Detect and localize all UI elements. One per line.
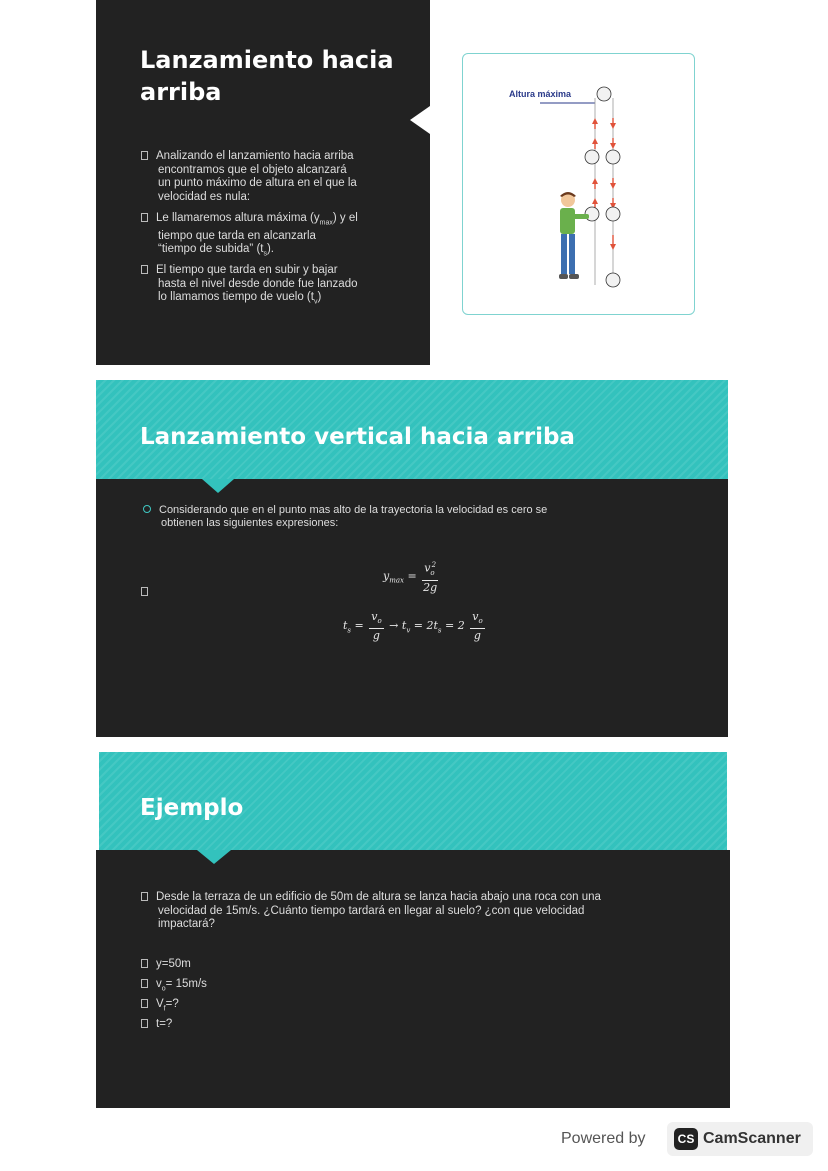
slide3-d3-sub: f	[163, 1005, 166, 1013]
bullet-box-icon	[141, 959, 148, 968]
slide1-notch	[410, 106, 430, 134]
slide1-b1-l1: Analizando el lanzamiento hacia arriba	[156, 150, 354, 162]
slide1-b2-l1b: ) y el	[332, 212, 358, 224]
slide3-d3a: V	[156, 998, 164, 1010]
slide3-notch	[197, 850, 231, 864]
slide1-bullet-2	[141, 212, 411, 261]
bullet-box-icon	[141, 979, 148, 988]
f1-num	[422, 559, 438, 581]
f2-den2: g	[473, 629, 481, 643]
slide1-title	[140, 44, 394, 108]
f1-num-v: v	[424, 561, 431, 575]
slide2-b1-l2: obtienen las siguientes expresiones:	[161, 516, 339, 529]
slide3-d2a: v	[156, 978, 162, 990]
figure-label: Altura máxima	[509, 89, 572, 99]
f2-t: t	[343, 619, 348, 633]
f1-eq: =	[407, 569, 417, 583]
slide3-data-2	[141, 978, 207, 996]
f1-num-sup: 2	[431, 561, 437, 569]
f1-lhs: y	[383, 569, 390, 583]
f2-fraction1	[369, 610, 383, 642]
slide3-p-l2: velocidad de 15m/s. ¿Cuánto tiempo tardará en llegar al suelo? ¿con que velocidad	[158, 904, 585, 917]
slide3-d3b: =?	[165, 998, 179, 1010]
slide2-b1-l1: Considerando que en el punto mas alto de la trayectoria la velocidad es cero se	[159, 504, 548, 516]
slide3-d4: t=?	[156, 1018, 173, 1030]
slide3-p-l1: Desde la terraza de un edificio de 50m de altura se lanza hacia abajo una roca con una	[156, 891, 601, 903]
slide3-data-4	[141, 1018, 172, 1032]
slide1-b2-l1a: Le llamaremos altura máxima (y	[156, 212, 320, 224]
slide3-d1: y=50m	[156, 958, 191, 970]
slide1-b2-l3a: “tiempo de subida” (t	[158, 243, 264, 256]
slide3-data-1	[141, 958, 191, 972]
f1-fraction	[422, 559, 438, 594]
slide3-p-l3: impactará?	[158, 918, 215, 930]
slide1-b3-l3b: )	[317, 291, 322, 303]
slide1-b1-l3: un punto máximo de altura en el que la	[158, 177, 357, 189]
slide3-problem	[141, 891, 701, 932]
vertical-throw-illustration	[540, 80, 660, 300]
bullet-box-icon	[141, 892, 148, 901]
f2-num1-v: v	[371, 610, 378, 623]
slide2-bullet	[143, 504, 663, 529]
slide3-d2b: = 15m/s	[165, 978, 207, 990]
f2-num1	[369, 610, 383, 629]
slide1-b3-l3-sub: v	[313, 298, 318, 306]
slide2-empty-bullet-icon	[141, 587, 148, 596]
f2-num1-sub: o	[377, 617, 382, 626]
ball-icons	[585, 87, 620, 287]
formula-times	[343, 610, 487, 642]
formula-ymax	[383, 559, 440, 594]
slide3-title: Ejemplo	[140, 795, 244, 821]
f2-mid-sub: s	[437, 626, 442, 635]
bullet-box-icon	[141, 999, 148, 1008]
f2-eq: =	[354, 619, 364, 633]
bullet-box-icon	[141, 151, 148, 160]
f2-mid: = 2t	[413, 619, 438, 633]
f2-s: s	[347, 626, 352, 635]
bullet-box-icon	[141, 213, 148, 222]
slide1-b1-l2: encontramos que el objeto alcanzará	[158, 163, 347, 176]
f2-num2-v: v	[472, 610, 479, 623]
slide1-b2-l3-sub: s	[263, 250, 267, 258]
slide2-title: Lanzamiento vertical hacia arriba	[140, 424, 575, 450]
camscanner-logo-icon: CS	[674, 1128, 698, 1150]
f2-num2-sub: o	[478, 617, 483, 626]
f1-lhs-sub: max	[389, 576, 404, 585]
slide1-b2-l2: tiempo que tarda en alcanzarla	[158, 229, 316, 242]
slide1-title-line1: Lanzamiento hacia	[140, 46, 394, 74]
footer-powered-by: Powered by	[561, 1130, 646, 1147]
slide1-b2-l3b: ).	[266, 243, 274, 256]
slide1-b1-l4: velocidad es nula:	[158, 190, 251, 203]
slide1-b3-l2: hasta el nivel desde donde fue lanzado	[158, 277, 358, 290]
f1-num-sub: o	[430, 568, 435, 577]
camscanner-brand: CamScanner	[703, 1130, 801, 1147]
f2-v: v	[406, 626, 411, 635]
slide1-b3-l1: El tiempo que tarda en subir y bajar	[156, 264, 338, 276]
f2-num2	[470, 610, 484, 629]
f2-tv: t	[401, 619, 407, 633]
slide3-data-3	[141, 998, 179, 1016]
f2-fraction2	[470, 610, 484, 642]
person-illustration	[559, 192, 589, 279]
slide1-b3-l3a: lo llamamos tiempo de vuelo (t	[158, 291, 314, 303]
slide3-d2-sub: o	[161, 985, 166, 993]
slide1-b2-sub: max	[319, 219, 333, 227]
bullet-box-icon	[141, 265, 148, 274]
slide1-bullet-3	[141, 264, 411, 309]
bullet-circle-icon	[143, 505, 151, 513]
slide1-bullet-1	[141, 150, 411, 204]
slide2-notch	[202, 479, 234, 493]
f2-den1: g	[372, 629, 380, 643]
slide1-title-line2: arriba	[140, 78, 222, 106]
f2-arrow: →	[389, 619, 399, 633]
f1-den: 2g	[423, 580, 438, 594]
f2-eq2: = 2	[445, 619, 465, 633]
bullet-box-icon	[141, 1019, 148, 1028]
